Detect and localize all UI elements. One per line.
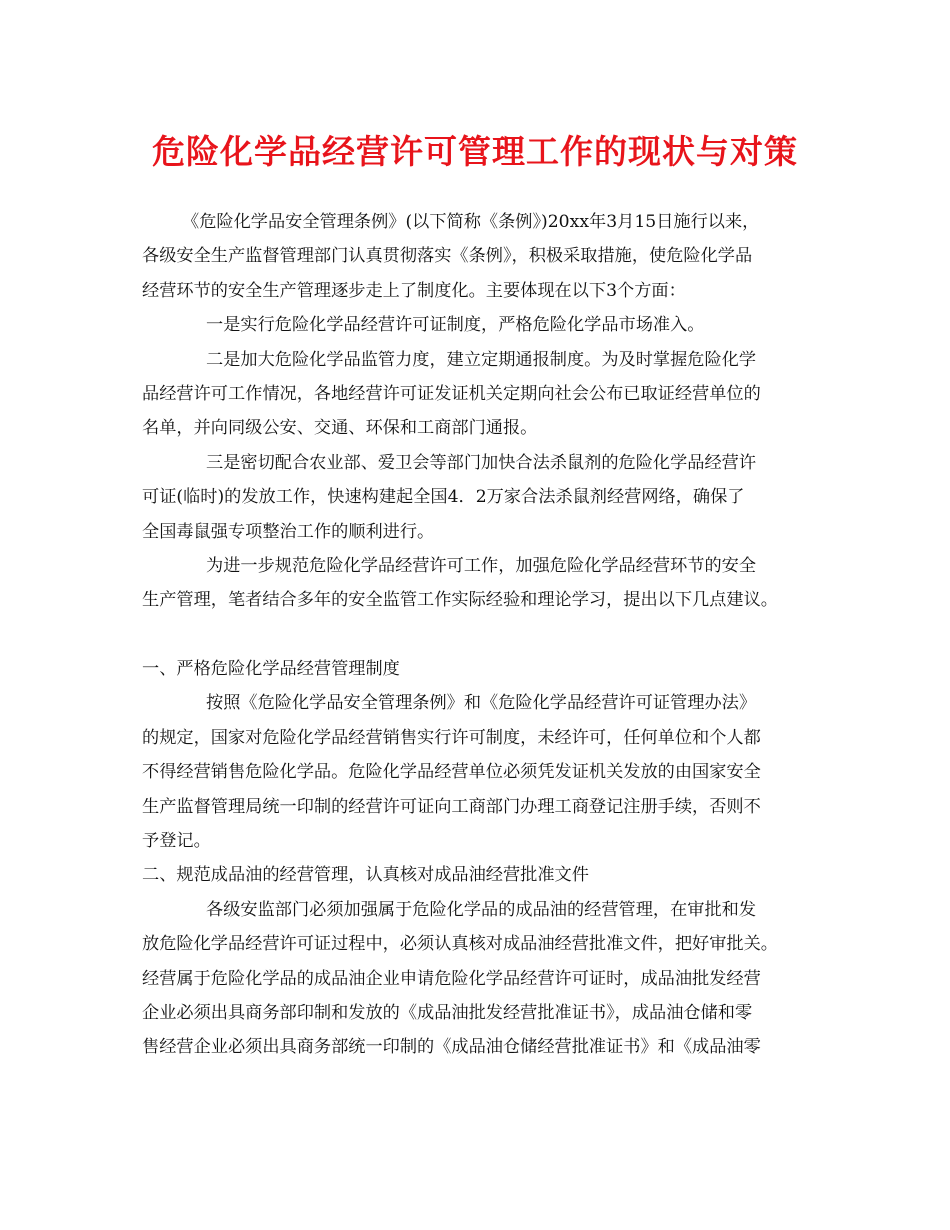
- paragraph-line: 按照《危险化学品安全管理条例》和《危险化学品经营许可证管理办法》: [206, 693, 757, 714]
- paragraph-line: 生产管理，笔者结合多年的安全监管工作实际经验和理论学习，提出以下几点建议。: [142, 590, 778, 611]
- section-heading: 二、规范成品油的经营管理，认真核对成品油经营批准文件: [142, 865, 589, 886]
- paragraph-line: 售经营企业必须出具商务部统一印制的《成品油仓储经营批准证书》和《成品油零: [142, 1037, 761, 1058]
- paragraph-line: 一是实行危险化学品经营许可证制度，严格危险化学品市场准入。: [206, 315, 705, 336]
- paragraph-line: 《危险化学品安全管理条例》(以下简称《条例》)20xx年3月15日施行以来，: [182, 212, 760, 232]
- paragraph-line: 予登记。: [142, 831, 211, 852]
- paragraph-line: 经营属于危险化学品的成品油企业申请危险化学品经营许可证时，成品油批发经营: [142, 968, 761, 989]
- paragraph-line: 品经营许可工作情况，各地经营许可证发证机关定期向社会公布已取证经营单位的: [142, 383, 761, 404]
- document-title: 危险化学品经营许可管理工作的现状与对策: [152, 132, 798, 171]
- paragraph-line: 可证(临时)的发放工作，快速构建起全国4．2万家合法杀鼠剂经营网络，确保了: [142, 487, 745, 508]
- paragraph-line: 的规定，国家对危险化学品经营销售实行许可制度，未经许可，任何单位和个人都: [142, 727, 761, 748]
- paragraph-line: 三是密切配合农业部、爱卫会等部门加快合法杀鼠剂的危险化学品经营许: [206, 452, 757, 473]
- paragraph-line: 各级安全生产监督管理部门认真贯彻落实《条例》，积极采取措施，使危险化学品: [142, 246, 753, 267]
- blank-line: [142, 618, 832, 652]
- document-body: [142, 205, 832, 1065]
- paragraph-line: 名单，并向同级公安、交通、环保和工商部门通报。: [142, 418, 538, 439]
- paragraph-line: 不得经营销售危险化学品。危险化学品经营单位必须凭发证机关发放的由国家安全: [142, 762, 761, 783]
- section-heading: 一、严格危险化学品经营管理制度: [142, 659, 400, 680]
- paragraph-line: 生产监督管理局统一印制的经营许可证向工商部门办理工商登记注册手续，否则不: [142, 796, 761, 817]
- paragraph-line: 经营环节的安全生产管理逐步走上了制度化。主要体现在以下3个方面：: [142, 280, 686, 301]
- paragraph-line: 全国毒鼠强专项整治工作的顺利进行。: [142, 521, 435, 542]
- paragraph-line: 为进一步规范危险化学品经营许可工作，加强危险化学品经营环节的安全: [206, 555, 757, 576]
- paragraph-line: 二是加大危险化学品监管力度，建立定期通报制度。为及时掌握危险化学: [206, 349, 757, 370]
- paragraph-line: 放危险化学品经营许可证过程中，必须认真核对成品油经营批准文件，把好审批关。: [142, 934, 778, 955]
- paragraph-line: 各级安监部门必须加强属于危险化学品的成品油的经营管理，在审批和发: [206, 899, 757, 920]
- paragraph-line: 企业必须出具商务部印制和发放的《成品油批发经营批准证书》，成品油仓储和零: [142, 1002, 753, 1023]
